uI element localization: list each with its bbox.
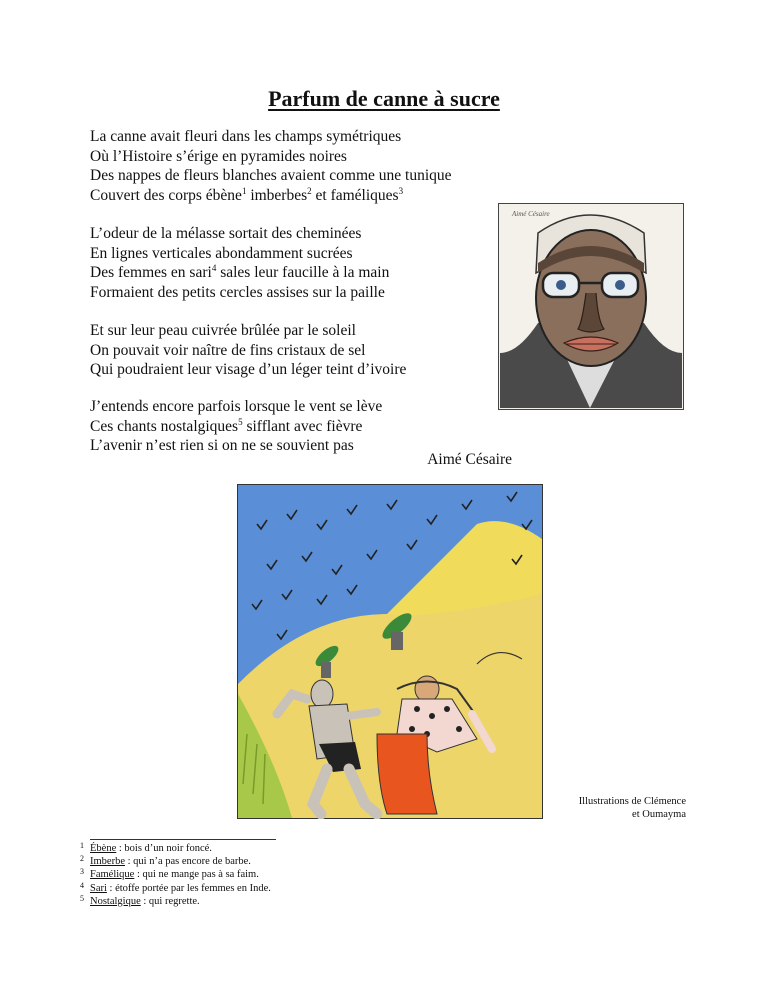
- verse-text: sifflant avec fièvre: [242, 417, 363, 435]
- verse-line: En lignes verticales abondamment sucrées: [90, 244, 353, 262]
- author-name: Aimé Césaire: [427, 451, 512, 468]
- verse-line: On pouvait voir naître de fins cristaux de sel: [90, 341, 366, 359]
- illustration-credits: [579, 795, 686, 821]
- verse-line: L’avenir n’est rien si on ne se souvient pas: [90, 437, 354, 455]
- cane-field-illustration: [237, 484, 543, 819]
- verse-line: Qui poudraient leur visage d’un léger teint d’ivoire: [90, 361, 407, 379]
- credits-line: et Oumayma: [632, 809, 686, 820]
- verse-line: Et sur leur peau cuivrée brûlée par le soleil: [90, 322, 356, 339]
- verse-line: Où l’Histoire s’érige en pyramides noires: [90, 147, 347, 165]
- footnote-ref: 5: [238, 416, 243, 427]
- verse-line: [90, 186, 452, 206]
- credits-line: Illustrations de Clémence: [578, 796, 686, 807]
- footnote-definition: : qui n’a pas encore de barbe.: [124, 856, 251, 868]
- footnote: [80, 893, 271, 908]
- footnote-ref: 3: [398, 185, 404, 196]
- verse-line: Formaient des petits cercles assises sur la paille: [90, 283, 385, 301]
- footnote: [80, 841, 271, 855]
- footnotes: [80, 841, 271, 908]
- verse-text: Ces chants nostalgiques: [90, 417, 239, 435]
- verse-line: Des nappes de fleurs blanches avaient comme une tunique: [90, 167, 452, 185]
- footnote: [80, 880, 271, 895]
- verse-line: [90, 417, 382, 437]
- footnote-number: 4: [80, 880, 84, 890]
- footnote-definition: : étoffe portée par les femmes en Inde.: [106, 882, 271, 894]
- verse-text: et faméliques: [311, 186, 399, 204]
- footnote: [80, 867, 271, 881]
- footnote-term: Nostalgique: [90, 895, 141, 907]
- footnote-number: 5: [80, 893, 84, 903]
- stanza-2: [90, 224, 389, 302]
- poem-title: Parfum de canne à sucre: [268, 86, 500, 111]
- portrait-illustration: [498, 203, 684, 410]
- stanza-3: [90, 321, 406, 380]
- verse-text: Couvert des corps ébène: [90, 186, 242, 204]
- footnote-number: 3: [80, 867, 84, 877]
- footnote-number: 1: [80, 841, 84, 850]
- footnote-term: Ébène: [90, 843, 117, 854]
- verse-text: sales leur faucille à la main: [216, 264, 390, 282]
- verse-line: La canne avait fleuri dans les champs symétriques: [90, 128, 402, 145]
- footnote-definition: : qui regrette.: [140, 895, 200, 907]
- footnote-definition: : bois d’un noir foncé.: [116, 843, 212, 854]
- footnote-ref: 2: [307, 185, 312, 196]
- footnote-term: Famélique: [90, 869, 135, 881]
- verse-text: imberbes: [246, 186, 308, 204]
- verse-line: [90, 263, 389, 283]
- verse-line: L’odeur de la mélasse sortait des cheminées: [90, 225, 362, 242]
- footnote-ref: 1: [241, 185, 247, 196]
- verse-text: Des femmes en sari: [90, 264, 212, 282]
- footnote-term: Imberbe: [90, 856, 125, 868]
- stanza-4: [90, 397, 382, 456]
- footnote-term: Sari: [90, 882, 107, 894]
- stanza-1: [90, 127, 452, 205]
- footnote-divider: [90, 839, 276, 840]
- footnote-ref: 4: [211, 263, 217, 274]
- footnote-number: 2: [80, 854, 84, 864]
- portrait-signature: Aimé Césaire: [512, 210, 550, 218]
- verse-line: J’entends encore parfois lorsque le vent se lève: [90, 398, 383, 415]
- footnote-definition: : qui ne mange pas à sa faim.: [134, 869, 259, 881]
- footnote: [80, 854, 271, 868]
